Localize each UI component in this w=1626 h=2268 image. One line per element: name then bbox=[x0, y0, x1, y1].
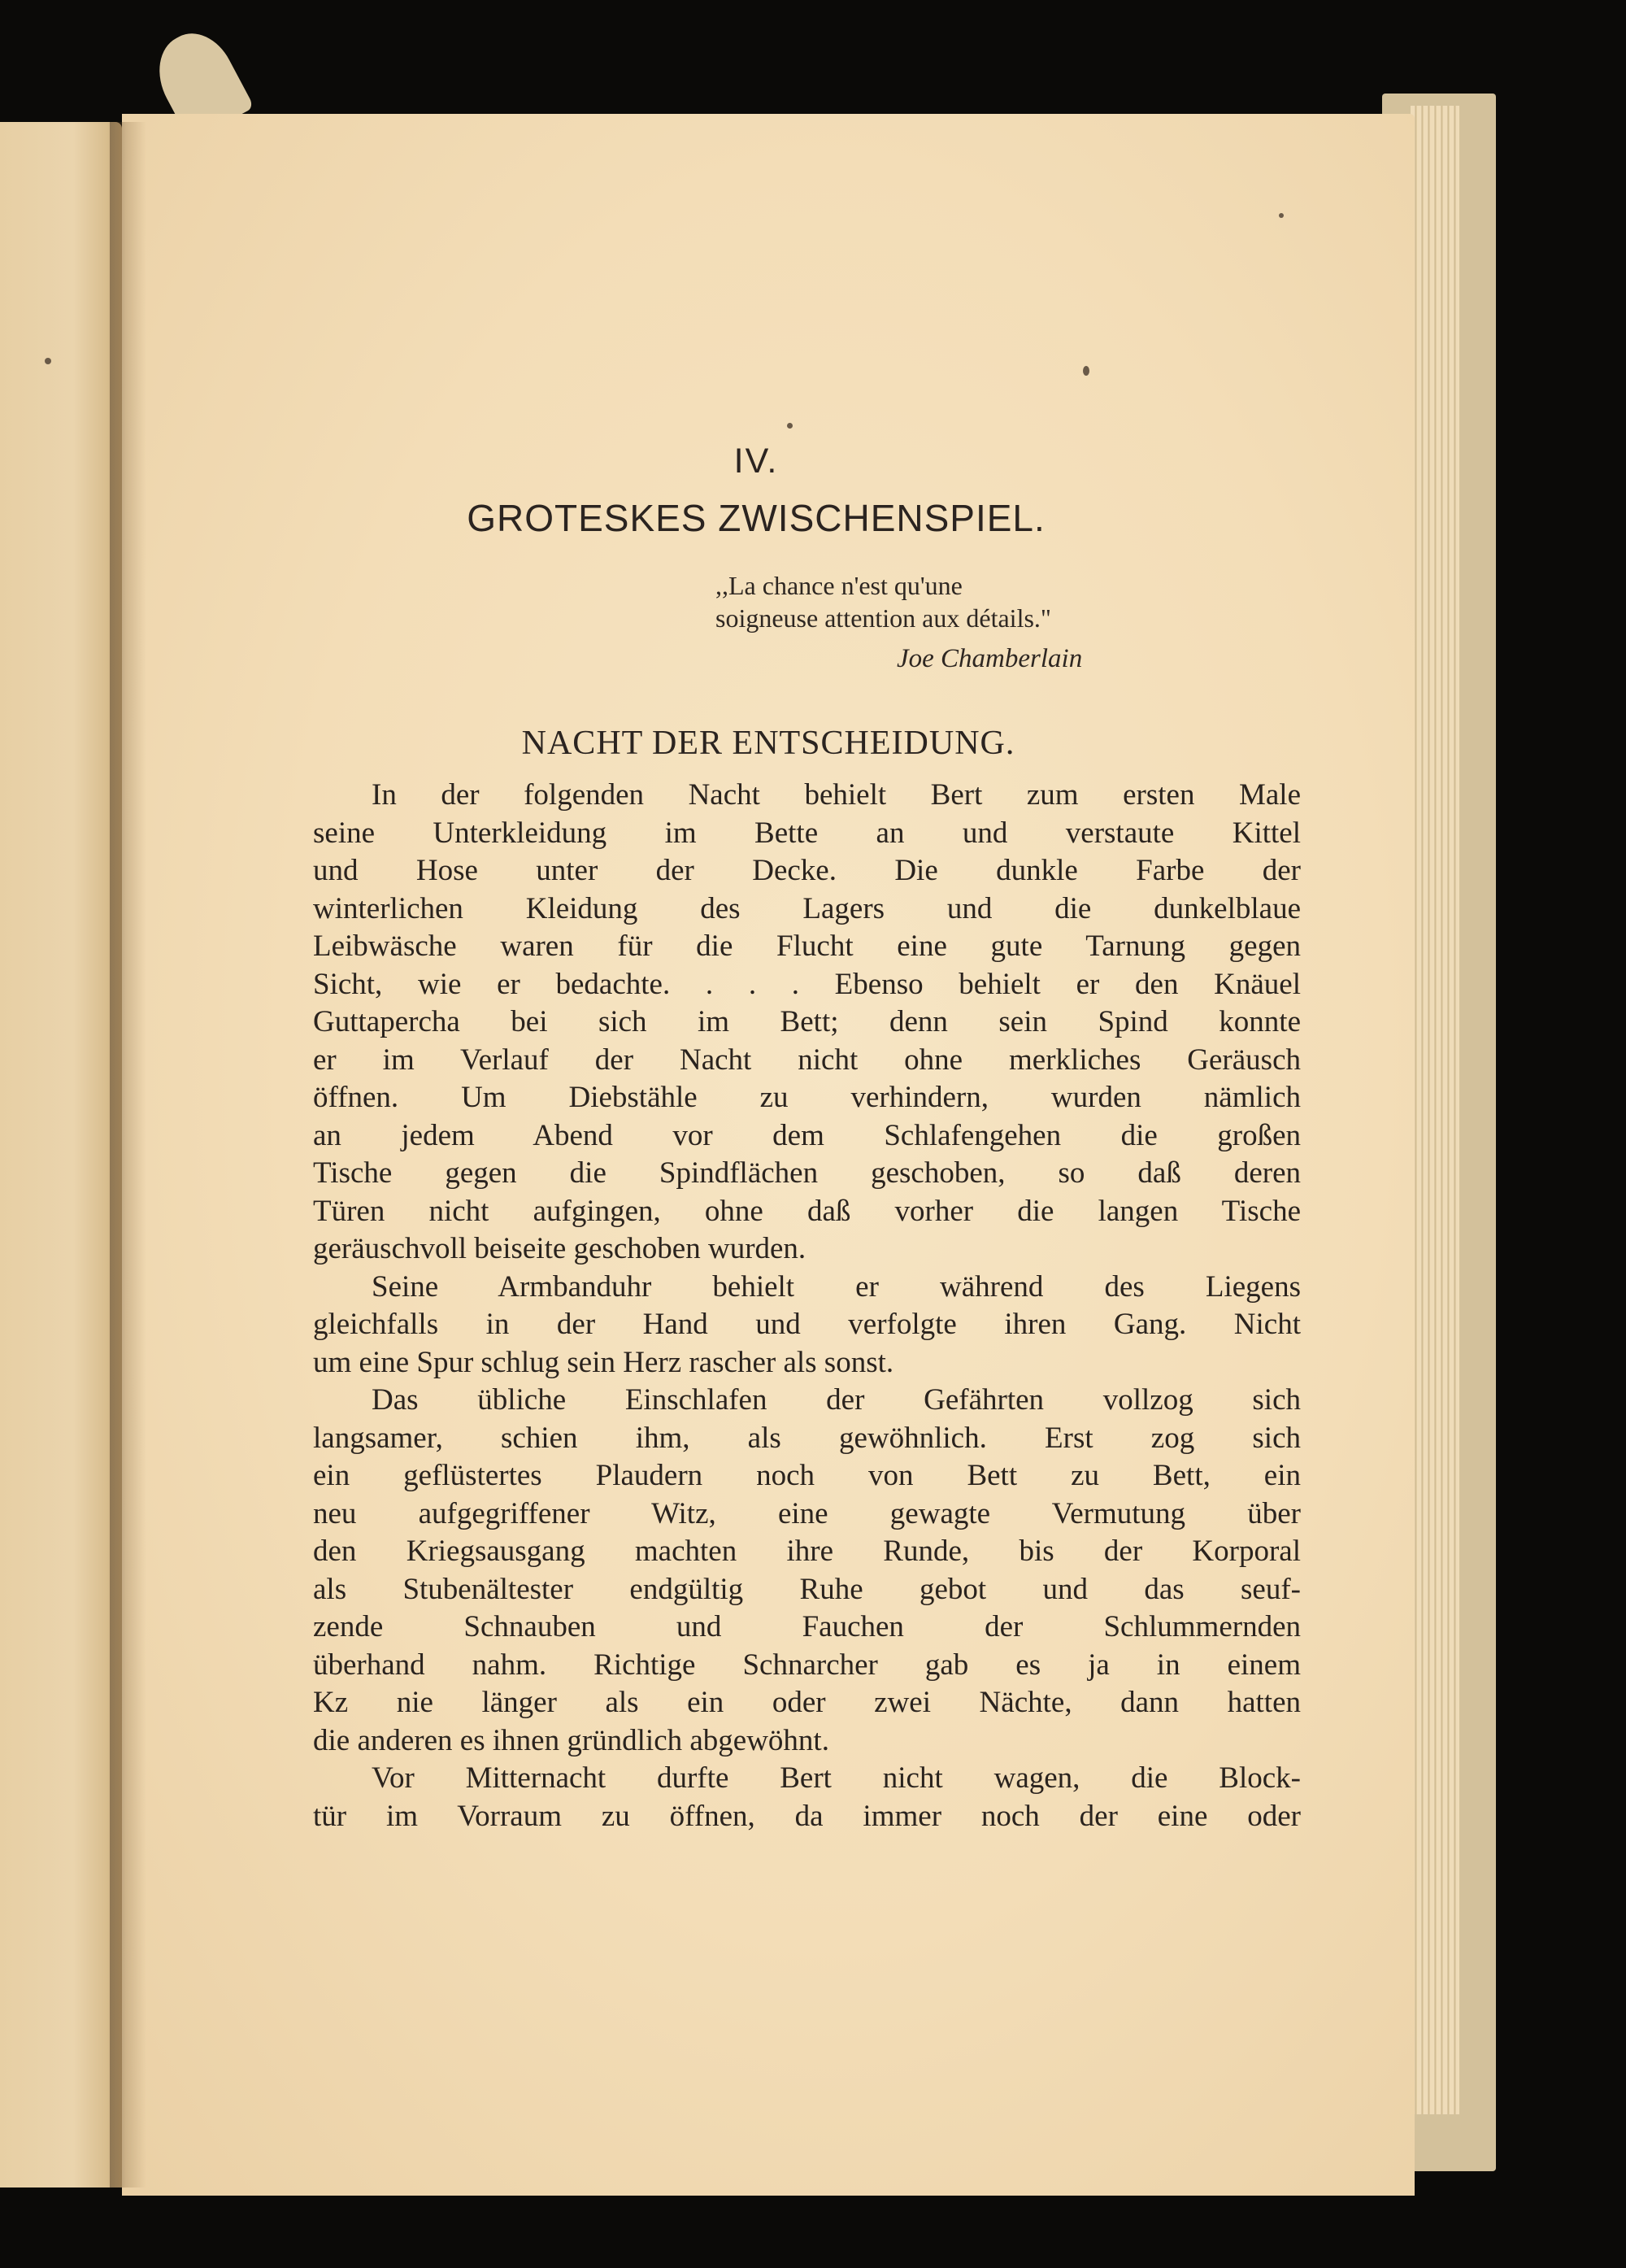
text-line: und Hose unter der Decke. Die dunkle Farbe der bbox=[313, 854, 1301, 887]
chapter-number: IV. bbox=[733, 442, 779, 481]
text-line: den Kriegsausgang machten ihre Runde, bis der Korporal bbox=[313, 1534, 1301, 1568]
epigraph-line: soigneuse attention aux détails." bbox=[715, 603, 1051, 633]
text-line: er im Verlauf der Nacht nicht ohne merkliches Geräusch bbox=[313, 1043, 1301, 1077]
text-line: Leibwäsche waren für die Flucht eine gute Tarnung gegen bbox=[313, 929, 1301, 963]
text-line: die anderen es ihnen gründlich abgewöhnt. bbox=[313, 1723, 829, 1757]
text-line: Türen nicht aufgingen, ohne daß vorher die langen Tische bbox=[313, 1194, 1301, 1228]
text-line: seine Unterkleidung im Bette an und verstaute Kittel bbox=[313, 816, 1301, 850]
text-line: Guttapercha bei sich im Bett; denn sein Spind konnte bbox=[313, 1005, 1301, 1038]
text-line: In der folgenden Nacht behielt Bert zum ersten Male bbox=[372, 778, 1301, 812]
text-line: tür im Vorraum zu öffnen, da immer noch der eine oder bbox=[313, 1799, 1301, 1833]
text-line: ein geflüstertes Plaudern noch von Bett zu Bett, ein bbox=[313, 1459, 1301, 1492]
dust-speck bbox=[45, 358, 51, 364]
epigraph-line: ,,La chance n'est qu'une bbox=[715, 571, 963, 600]
text-line: gleichfalls in der Hand und verfolgte ihren Gang. Nicht bbox=[313, 1308, 1301, 1341]
book-page bbox=[122, 114, 1415, 2196]
text-line: um eine Spur schlug sein Herz rascher als sonst. bbox=[313, 1345, 894, 1379]
text-line: öffnen. Um Diebstähle zu verhindern, wurden nämlich bbox=[313, 1081, 1301, 1114]
text-line: Sicht, wie er bedachte. . . . Ebenso behielt er den Knäuel bbox=[313, 967, 1301, 1001]
text-line: Seine Armbanduhr behielt er während des Liegens bbox=[372, 1269, 1301, 1304]
text-line: neu aufgegriffener Witz, eine gewagte Vermutung über bbox=[313, 1496, 1301, 1530]
text-line: langsamer, schien ihm, als gewöhnlich. Erst zog sich bbox=[313, 1421, 1301, 1455]
chapter-title: GROTESKES ZWISCHENSPIEL. bbox=[467, 497, 1046, 539]
dust-speck bbox=[787, 423, 793, 429]
text-line: Das übliche Einschlafen der Gefährten vollzog sich bbox=[372, 1383, 1301, 1417]
text-line: geräuschvoll beiseite geschoben wurden. bbox=[313, 1232, 806, 1265]
text-line: als Stubenältester endgültig Ruhe gebot und das seuf- bbox=[313, 1572, 1301, 1606]
text-line: an jedem Abend vor dem Schlafengehen die großen bbox=[313, 1118, 1301, 1152]
epigraph-quote bbox=[715, 569, 1285, 634]
body-text bbox=[313, 777, 1301, 1835]
text-line: Vor Mitternacht durfte Bert nicht wagen, die Block- bbox=[372, 1761, 1301, 1795]
page-block-edges bbox=[1411, 106, 1459, 2114]
dust-speck bbox=[1083, 366, 1089, 376]
section-title: NACHT DER ENTSCHEIDUNG. bbox=[521, 725, 1015, 762]
text-line: zende Schnauben und Fauchen der Schlummernden bbox=[313, 1610, 1301, 1643]
epigraph-author: Joe Chamberlain bbox=[897, 644, 1083, 673]
text-line: überhand nahm. Richtige Schnarcher gab es ja in einem bbox=[313, 1648, 1301, 1682]
text-line: Tische gegen die Spindflächen geschoben, so daß deren bbox=[313, 1156, 1301, 1190]
text-line: Kz nie länger als ein oder zwei Nächte, dann hatten bbox=[313, 1686, 1301, 1719]
text-line: winterlichen Kleidung des Lagers und die dunkelblaue bbox=[313, 891, 1301, 925]
book-gutter-shadow bbox=[110, 122, 146, 2187]
facing-page-left bbox=[0, 122, 122, 2187]
dust-speck bbox=[1279, 213, 1284, 218]
